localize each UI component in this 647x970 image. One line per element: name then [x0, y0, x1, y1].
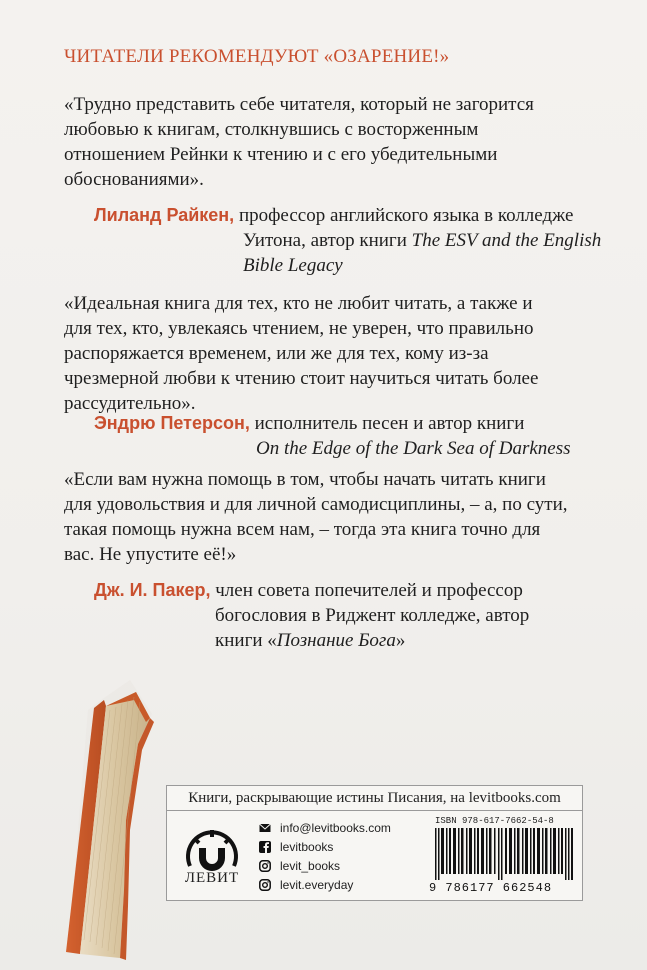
quote-line: для тех, кто, увлекаясь чтением, не уверен, что правильно: [64, 318, 534, 339]
author-name: Дж. И. Пакер,: [94, 580, 211, 600]
instagram-icon: [259, 860, 271, 872]
contact-text: levit.everyday: [280, 878, 354, 892]
quote-line: «Трудно представить себе читателя, который не загорится: [64, 94, 534, 115]
book-title: Bible Legacy: [243, 255, 343, 276]
attribution-text: член совета попечителей и профессор: [210, 580, 523, 601]
author-name: Лиланд Райкен,: [94, 205, 235, 225]
levit-logo-icon: [182, 824, 242, 874]
contacts-list: [259, 819, 391, 895]
facebook-icon: [259, 841, 271, 853]
publisher-tagline: Книги, раскрывающие истины Писания, на levitbooks.com: [167, 786, 582, 811]
publisher-info-box: [166, 785, 583, 901]
instagram-icon: [259, 879, 271, 891]
attribution-text: »: [395, 630, 406, 651]
publisher-name: ЛЕВИТ: [184, 870, 240, 886]
attribution-text: исполнитель песен и автор книги: [249, 413, 525, 434]
quote-line: чрезмерной любви к чтению стоит научиться читать более: [64, 368, 539, 389]
contact-facebook[interactable]: [259, 838, 391, 856]
contact-text: levitbooks: [280, 840, 334, 854]
quote-line: распоряжается временем, или же для тех, кому из-за: [64, 343, 489, 364]
attribution-1: [94, 203, 614, 278]
quote-line: «Если вам нужна помощь в том, чтобы начать читать книги: [64, 469, 546, 490]
quote-line: такая помощь нужна всем нам, – тогда эта книга точно для: [64, 519, 541, 540]
isbn-label: ISBN 978-617-7662-54-8: [435, 816, 554, 826]
attribution-text: книги «: [215, 630, 277, 651]
attribution-text: богословия в Риджент колледже, автор: [215, 605, 530, 626]
author-name: Эндрю Петерсон,: [94, 413, 250, 433]
quote-line: обоснованиями».: [64, 169, 204, 190]
contact-instagram[interactable]: [259, 876, 391, 894]
quote-3: [64, 467, 604, 567]
attribution-3: [94, 578, 614, 653]
contact-email[interactable]: [259, 819, 391, 837]
attribution-2: [94, 411, 614, 461]
quote-line: вас. Не упустите её!»: [64, 544, 237, 565]
attribution-text: профессор английского языка в колледже: [234, 205, 574, 226]
quote-line: отношением Рейнки к чтению и с его убедительными: [64, 144, 498, 165]
contact-instagram[interactable]: [259, 857, 391, 875]
attribution-text: Уитона, автор книги: [243, 230, 412, 251]
section-heading: ЧИТАТЕЛИ РЕКОМЕНДУЮТ «ОЗАРЕНИЕ!»: [64, 46, 450, 67]
quote-1: [64, 92, 604, 192]
quote-line: «Идеальная книга для тех, кто не любит читать, а также и: [64, 293, 533, 314]
barcode-number: 9 786177 662548: [429, 881, 553, 895]
book-title: Познание Бога: [276, 630, 396, 651]
contact-text: levit_books: [280, 859, 341, 873]
barcode: [435, 828, 573, 880]
quote-2: [64, 291, 604, 416]
quote-line: любовью к книгам, столкнувшись с восторженным: [64, 119, 479, 140]
quote-line: рассудительно».: [64, 393, 196, 414]
quote-line: для удовольствия и для личной самодисциплины, – а, по сути,: [64, 494, 568, 515]
book-title: On the Edge of the Dark Sea of Darkness: [256, 438, 571, 459]
mail-icon: [259, 822, 271, 834]
book-title: The ESV and the English: [411, 230, 602, 251]
contact-text: info@levitbooks.com: [280, 821, 391, 835]
